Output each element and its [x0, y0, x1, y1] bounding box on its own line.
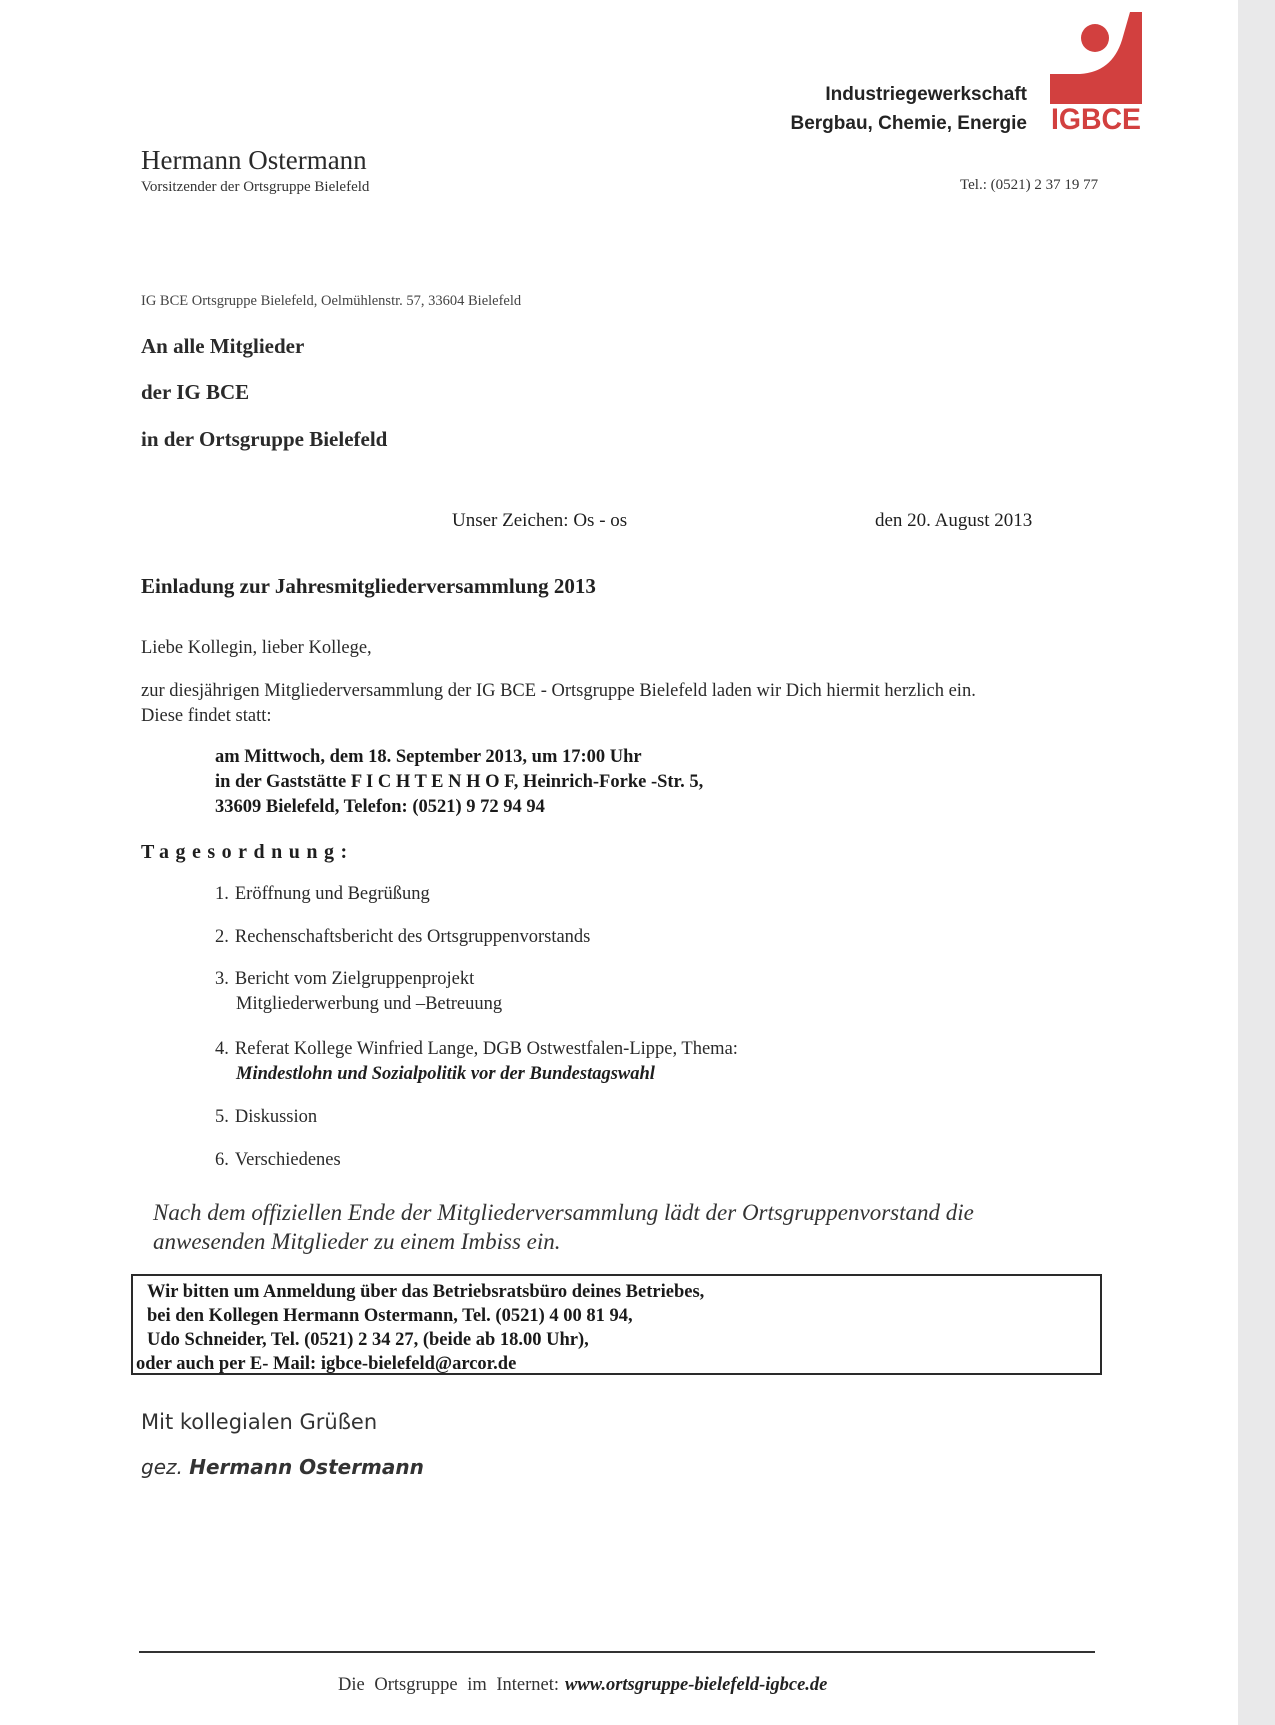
agenda-item-number: 2. — [215, 927, 229, 947]
recipient-line1: An alle Mitglieder — [141, 334, 305, 358]
intro-line1: zur diesjährigen Mitgliederversammlung der IG BCE - Ortsgruppe Bielefeld laden wir Dich hiermit herzlich ein. — [141, 681, 976, 701]
meeting-address: 33609 Bielefeld, Telefon: (0521) 9 72 94 94 — [215, 797, 545, 817]
agenda-item-text: Referat Kollege Winfried Lange, DGB Ostwestfalen-Lippe, Thema: — [234, 1039, 738, 1059]
registration-box — [131, 1274, 1102, 1375]
agenda-item — [215, 1039, 738, 1060]
sender-name: Hermann Ostermann — [141, 145, 367, 175]
agenda-item — [215, 927, 590, 948]
agenda-item-text: Verschiedenes — [234, 1150, 341, 1170]
intro-line2: Diese findet statt: — [141, 706, 272, 726]
agenda-item-text: Rechenschaftsbericht des Ortsgruppenvorstands — [234, 927, 591, 947]
talk-topic: Mindestlohn und Sozialpolitik vor der Bundestagswahl — [236, 1064, 655, 1084]
snack-note-line1: Nach dem offiziellen Ende der Mitgliederversammlung lädt der Ortsgruppenvorstand die — [153, 1200, 974, 1225]
registration-line1: Wir bitten um Anmeldung über das Betriebsratsbüro deines Betriebes, — [147, 1282, 705, 1302]
footer-website-link[interactable]: www.ortsgruppe-bielefeld-igbce.de — [565, 1675, 828, 1695]
registration-line3: Udo Schneider, Tel. (0521) 2 34 27, (beide ab 18.00 Uhr), — [147, 1330, 589, 1350]
meeting-venue: in der Gaststätte F I C H T E N H O F, Heinrich-Forke -Str. 5, — [215, 772, 704, 792]
agenda-item-number: 5. — [215, 1107, 229, 1127]
sender-role: Vorsitzender der Ortsgruppe Bielefeld — [141, 179, 370, 195]
agenda-item-text: Diskussion — [234, 1107, 318, 1127]
agenda-item-number: 3. — [215, 969, 229, 989]
recipient-line2: der IG BCE — [141, 380, 250, 404]
agenda-item-number: 4. — [215, 1039, 229, 1059]
meeting-date: am Mittwoch, dem 18. September 2013, um 17:00 Uhr — [215, 747, 642, 767]
union-name-line1: Industriegewerkschaft — [825, 84, 1027, 105]
agenda-item-text: Bericht vom Zielgruppenprojekt — [234, 969, 475, 989]
scan-edge-strip — [1238, 0, 1275, 1725]
agenda-item — [215, 969, 474, 990]
agenda-item-text: Eröffnung und Begrüßung — [234, 884, 430, 904]
igbce-logo — [1050, 12, 1142, 132]
logo-text: IGBCE — [1051, 103, 1141, 132]
agenda-item-number: 6. — [215, 1150, 229, 1170]
recipient-line3: in der Ortsgruppe Bielefeld — [141, 427, 388, 451]
agenda-item — [215, 1150, 341, 1171]
union-name-line2: Bergbau, Chemie, Energie — [790, 113, 1027, 134]
closing-greeting: Mit kollegialen Grüßen — [141, 1410, 378, 1434]
signature — [141, 1455, 424, 1479]
footer-label: Die Ortsgruppe im Internet: — [338, 1675, 560, 1695]
agenda-item — [215, 1107, 317, 1128]
sender-phone: Tel.: (0521) 2 37 19 77 — [960, 177, 1099, 193]
letter-subject: Einladung zur Jahresmitgliederversammlung 2013 — [141, 574, 596, 598]
registration-line4: oder auch per E- Mail: igbce-bielefeld@arcor.de — [136, 1354, 517, 1374]
footer-divider — [139, 1651, 1095, 1653]
signature-prefix: gez. — [141, 1455, 183, 1479]
reference-sign: Unser Zeichen: Os - os — [452, 510, 628, 531]
return-address: IG BCE Ortsgruppe Bielefeld, Oelmühlenstr. 57, 33604 Bielefeld — [141, 293, 522, 309]
registration-line2: bei den Kollegen Hermann Ostermann, Tel. (0521) 4 00 81 94, — [147, 1306, 633, 1326]
agenda-title: Tagesordnung: — [141, 841, 354, 863]
letter-date: den 20. August 2013 — [875, 510, 1033, 531]
agenda-item-subtext: Mitgliederwerbung und –Betreuung — [236, 994, 503, 1014]
salutation: Liebe Kollegin, lieber Kollege, — [141, 638, 372, 658]
agenda-item-number: 1. — [215, 884, 229, 904]
signature-name: Hermann Ostermann — [189, 1455, 424, 1479]
footer — [338, 1675, 827, 1696]
agenda-item — [215, 884, 430, 905]
snack-note-line2: anwesenden Mitglieder zu einem Imbiss ein. — [153, 1229, 561, 1254]
